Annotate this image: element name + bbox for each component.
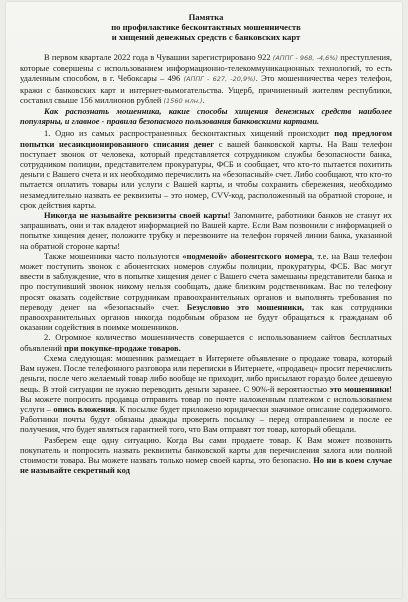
question-heading: Как распознать мошенника, какие способы хищения денежных средств наиболее популярны, и главное - правила безопасного пользования банковскими картами. (20, 106, 392, 127)
selling-paragraph: Разберем еще одну ситуацию. Когда Вы сами продаете товар. К Вам может позвонить покупатель и попросить назвать реквизиты банковской карты для перечисления залога или полной стоимости товара. Вы можете назвать только номер своей карты, это безопасно. Но ни в коем случае не называйте секретный код (20, 434, 392, 476)
spoofing-paragraph: Также мошенники часто пользуются «подменой» абонентского номера, т.е. на Ваш телефон может поступить звонок с абонентских номеров службы полиции, прокуратуры, ФСБ. Вас могут ввести в заблуждение, что в попытке хищения денег с Вашего счета замешаны представители банка и про поступивший звонок никому нельзя сообщать, даже близким родственникам. Вас по телефону просят оказать содействие сотрудникам правоохранительных органов и выполнять требования по переводу денег на «безопасный» счет. Безусловно это мошенники, так как сотрудники правоохранительных органов никогда подобным образом не будут обращаться к гражданам об оказании содействия в поимке мошенников. (20, 250, 393, 333)
section-1-paragraph: 1. Одно из самых распространенных бесконтактных хищений происходит под предлогом попытки несанкционированного списания денег с вашей банковской карты. На Ваш телефон поступает звонок от человека, который представляется сотрудником службы безопасности банка, сотрудником полиции, представителем прокуратуры, ФСБ и сообщает, что кто-то пытается похитить деньги с Вашего счета и их необходимо перечислить на «безопасный» счет. Либо сообщают, что кто-то пытается оплатить товары или услуги с Вашей карты, и чтобы сохранить сбережения, необходимо незамедлительно назвать ее реквизиты – это номер, CVV-код, расположенный на обратной стороне, и срок действия карты. (20, 128, 392, 210)
intro-paragraph: В первом квартале 2022 года в Чувашии зарегистрировано 922 (АППГ - 968, -4,6%) преступления, которые совершены с использованием информационно-телекоммуникационных технологий, то есть удаленным способом, в г. Чебоксары – 496 (АППГ - 627, -20,9%). Это мошенничества через телефон, кражи с банковских карт и интернет-вымогательства. Ущерб, причиненный жителям республики, составил свыше 156 миллионов рублей (1560 млн.). (20, 52, 392, 105)
document-title (20, 12, 392, 42)
title-line-3: и хищений денежных средств с банковских карт (111, 32, 301, 42)
scheme-paragraph: Схема следующая: мошенник размещает в Интернете объявление о продаже товара, который Вам нужен. После телефонного разговора или переписки в Интернете, «продавец» просит перечислить деньги, после чего желаемый товар либо вообще не приходит, либо присылают гораздо более дешевую вещь. В этой ситуации не нужно переводить деньги заранее. С 90%-й вероятностью это мошенники! Вы можете попросить продавца отправить товар по почте наложенным платежом с использованием услуги – опись вложения. К посылке будет приложено юридически значимое описание содержимого. Работники почты будут обязаны дважды проверить посылку – перед отправлением и после ее получения, что будет являться гарантией того, что Вам отправят тот товар, который обещали. (20, 352, 393, 435)
handwritten-note-1: (АППГ - 968, -4,6%) (272, 54, 339, 62)
handwritten-note-2: (АППГ - 627, -20,9%) (183, 75, 256, 84)
section-2-paragraph: 2. Огромное количество мошенничеств совершается с использованием сайтов бесплатных объявлений при покупке-продаже товаров. (20, 332, 392, 353)
rule-1-paragraph: Никогда не называйте реквизиты своей карты! Запомните, работники банков не станут их запрашивать, они и так владеют информацией по Вашей карте. Если Вам позвонили с информацией о попытке хищения денег, положите трубку и перезвоните на телефон горячей линии банка, указанной на обратной стороне карты! (20, 210, 392, 251)
document-page (6, 2, 402, 598)
title-line-1: Памятка (188, 12, 224, 22)
title-line-2: по профилактике бесконтактных мошенничеств (111, 22, 301, 32)
handwritten-note-3: (1560 млн.) (163, 96, 203, 105)
